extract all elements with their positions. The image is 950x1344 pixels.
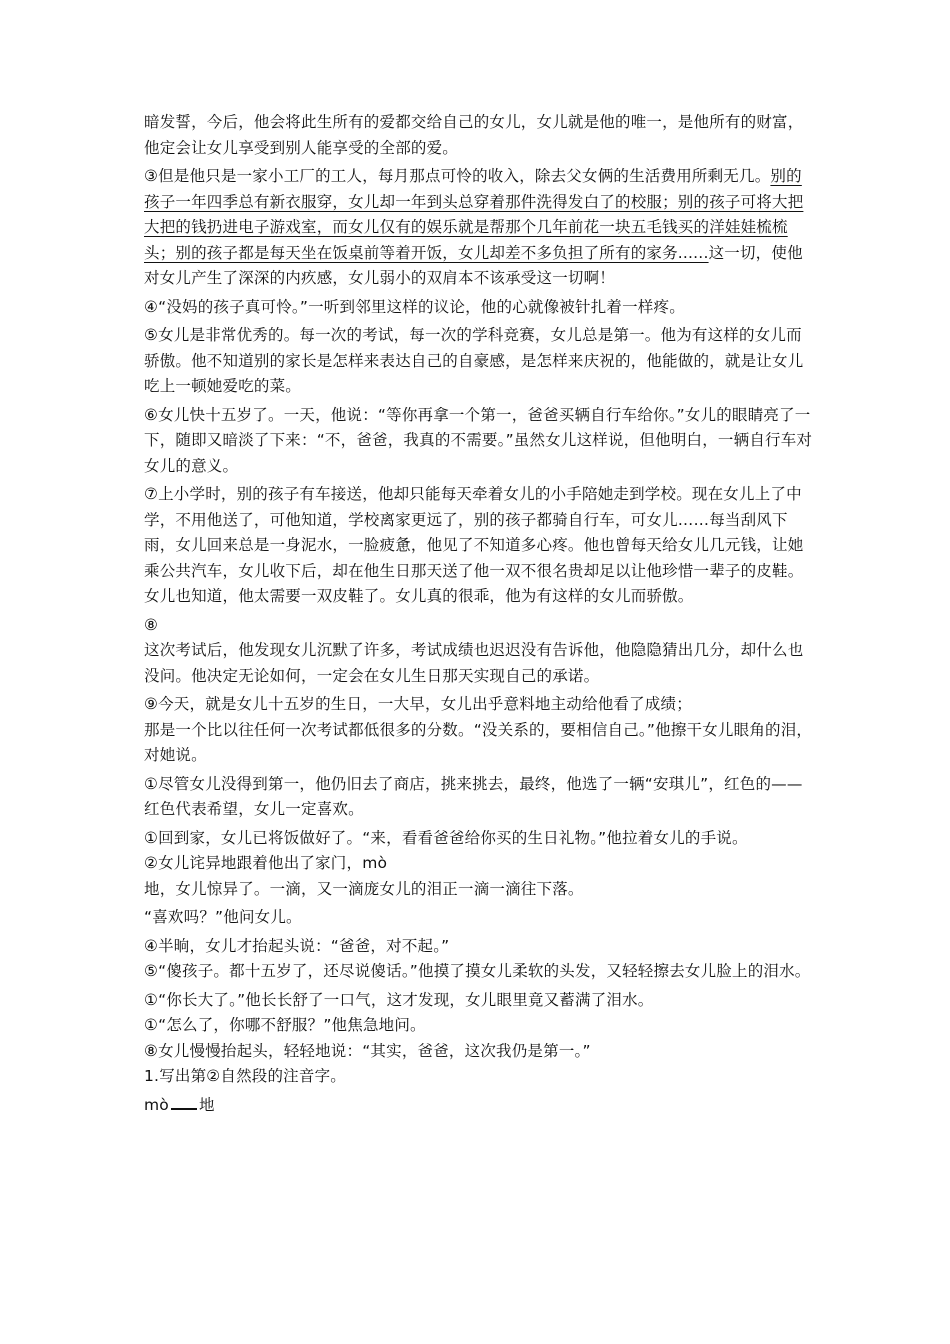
paragraph-1: 暗发誓，今后，他会将此生所有的爱都交给自己的女儿，女儿就是他的唯一，是他所有的财富，他定会让女儿享受到别人能享受的全部的爱。 [144,113,804,157]
paragraph-5: ⑤女儿是非常优秀的。每一次的考试，每一次的学科竞赛，女儿总是第一。他为有这样的女儿而骄傲。他不知道别的家长是怎样来表达自己的自豪感，是怎样来庆祝的，他能做的，就是让女儿吃上一顿她爱吃的菜。 [144,326,804,395]
question-1-answer [144,1093,814,1119]
paragraph-3-intro: ③但是他只是一家小工厂的工人，每月那点可怜的收入，除去父女俩的生活费用所剩无几。 [144,167,771,185]
paragraph-6: ⑥女儿快十五岁了。一天，他说：“等你再拿一个第一，爸爸买辆自行车给你。”女儿的眼睛亮了一下，随即又暗淡了下来：“不，爸爸，我真的不需要。”虽然女儿这样说，但他明白，一辆自行车对女儿的意义。 [144,405,813,475]
paragraph-8: 这次考试后，他发现女儿沉默了许多，考试成绩也迟迟没有告诉他，他隐隐猜出几分，却什么也没问。他决定无论如何，一定会在女儿生日那天实现自己的承诺。 [144,641,804,685]
paragraph-3 [144,164,814,292]
paragraph-12-line2: 地，女儿惊异了。一滴，又一滴庞女儿的泪正一滴一滴往下落。 [144,879,584,898]
question-1: 1.写出第②自然段的注音字。 [144,1067,346,1085]
answer-suffix: 地 [198,1095,215,1114]
paragraph-8-number: ⑧ [144,615,159,634]
paragraph-9-line1: ⑨今天，就是女儿十五岁的生日，一大早，女儿出乎意料地主动给他看了成绩； [144,695,692,713]
paragraph-16: ①“你长大了。”他长长舒了一口气，这才发现，女儿眼里竟又蓄满了泪水。 [144,990,654,1009]
paragraph-7: ⑦上小学时，别的孩子有车接送，他却只能每天牵着女儿的小手陪她走到学校。现在女儿上了中学，不用他送了，可他知道，学校离家更远了，别的孩子都骑自行车，可女儿……每当刮风下雨，女儿回来总是一身泥水，一脸疲惫，他见了不知道多心疼。他也曾每天给女儿几元钱，让她乘公共汽车，女儿收下后，却在他生日那天送了他一双不很名贵却足以让他珍惜一辈子的皮鞋。女儿也知道，他太需要一双皮鞋了。女儿真的很乖，他为有这样的女儿而骄傲。 [144,485,804,605]
underlined-passage: 别的孩子一年四季总有新衣服穿，女儿却一年到头总穿着那件洗得发白了的校服；别的孩子可将大把大把的钱扔进电子游戏室，而女儿仅有的娱乐就是帮那个几年前花一块五毛钱买的洋娃娃梳梳头；别的孩子都是每天坐在饭桌前等着开饭，女儿却差不多负担了所有的家务...... [144,167,804,262]
paragraph-11: ①回到家，女儿已将饭做好了。“来，看看爸爸给你买的生日礼物。”他拉着女儿的手说。 [144,828,748,847]
paragraph-14: ④半晌，女儿才抬起头说：“爸爸，对不起。” [144,936,450,955]
paragraph-3-conclusion: 这一切，使他对女儿产生了深深的内疚感，女儿弱小的双肩本不该承受这一切啊！ [144,243,803,287]
paragraph-17: ①“怎么了，你哪不舒服？”他焦急地问。 [144,1016,426,1034]
answer-blank[interactable] [171,1094,197,1110]
paragraph-18: ⑧女儿慢慢抬起头，轻轻地说：“其实，爸爸，这次我仍是第一。” [144,1041,591,1060]
pinyin-text: mò [144,1095,169,1114]
paragraph-4: ④“没妈的孩子真可怜。”一听到邻里这样的议论，他的心就像被针扎着一样疼。 [144,297,685,316]
paragraph-10: ①尽管女儿没得到第一，他仍旧去了商店，挑来挑去，最终，他选了一辆“安琪儿”，红色的——红色代表希望，女儿一定喜欢。 [144,774,803,818]
paragraph-12-line1: ②女儿诧异地跟着他出了家门，mò [144,854,388,872]
paragraph-13: “喜欢吗？”他问女儿。 [144,908,302,926]
paragraph-15: ⑤“傻孩子。都十五岁了，还尽说傻话。”他摸了摸女儿柔软的头发，又轻轻擦去女儿脸上的泪水。 [144,962,811,980]
document-page [144,110,814,1121]
paragraph-9-line2: 那是一个比以往任何一次考试都低很多的分数。“没关系的，要相信自己。”他擦干女儿眼角的泪，对她说。 [144,720,813,764]
